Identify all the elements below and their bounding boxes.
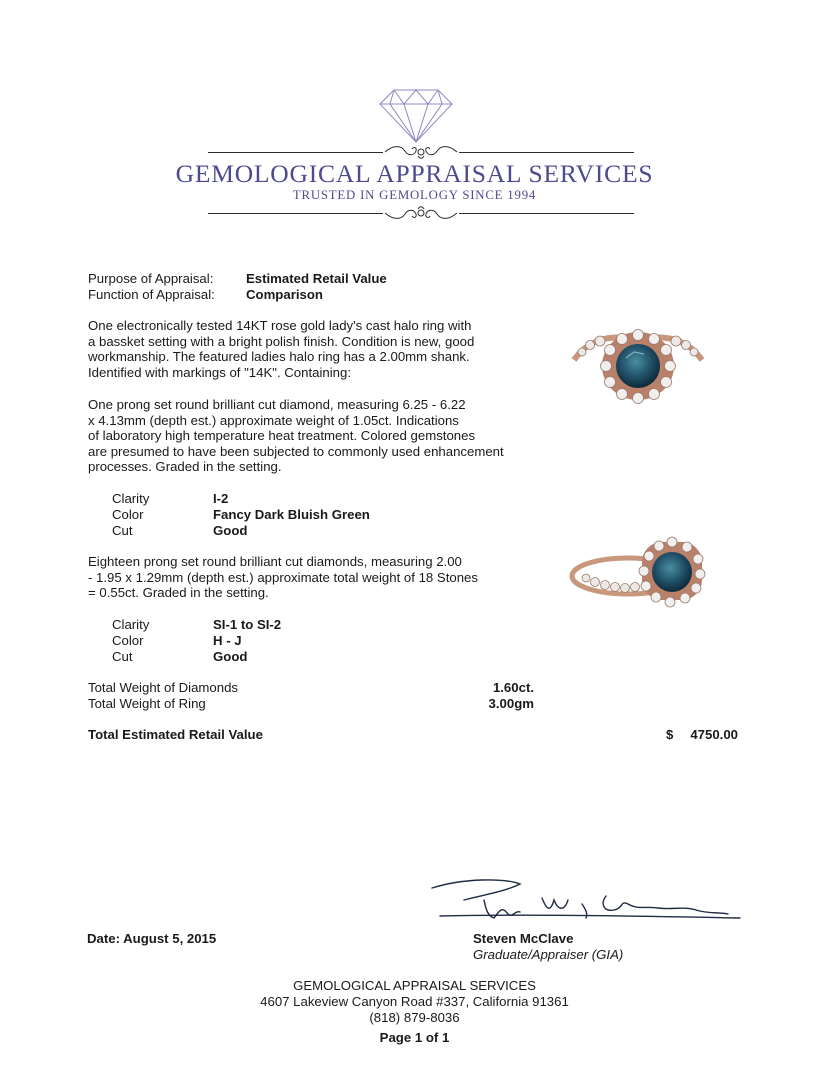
header-rule-top-right <box>459 152 634 153</box>
header-rule-bottom-left <box>208 213 383 214</box>
purpose-label: Purpose of Appraisal: <box>88 271 214 286</box>
grade-value-cut: Good <box>213 523 248 538</box>
brand-name: GEMOLOGICAL APPRAISAL SERVICES <box>175 159 654 188</box>
page-number: Page 1 of 1 <box>379 1030 450 1045</box>
brand-tagline: TRUSTED IN GEMOLOGY SINCE 1994 <box>292 188 537 202</box>
ring-description: One electronically tested 14KT rose gold lady's cast halo ring with a bassket setting with a bright polish finish. Condition is new, good workmanship. The featured ladies halo ring has a 2.00mm shank. Identified with markings of "14K". Containing: <box>88 318 475 380</box>
footer-company: GEMOLOGICAL APPRAISAL SERVICES <box>293 978 536 993</box>
side-grade-value-cut: Good <box>213 649 248 664</box>
grade-value-clarity: I-2 <box>213 491 229 506</box>
ring-photo-top-view <box>568 318 708 415</box>
total-diamonds-value: 1.60ct. <box>492 680 534 695</box>
retail-currency: $ <box>666 727 674 742</box>
total-diamonds-label: Total Weight of Diamonds <box>88 680 239 695</box>
center-stone-description: One prong set round brilliant cut diamond, measuring 6.25 - 6.22 x 4.13mm (depth est.) approximate weight of 1.05ct. Indications of laboratory high temperature heat treatment. Colored gemstones are presumed to have been subjected to commonly used enhancement processes. Graded in the setting. <box>88 397 504 475</box>
side-grade-label-color: Color <box>112 633 144 648</box>
purpose-value: Estimated Retail Value <box>246 271 387 286</box>
retail-value: 4750.00 <box>690 727 738 742</box>
flourish-icon <box>383 205 459 228</box>
grade-label-cut: Cut <box>112 523 133 538</box>
ring-photo-side-view <box>566 530 716 621</box>
function-value: Comparison <box>246 287 323 302</box>
grade-label-color: Color <box>112 507 144 522</box>
function-label: Function of Appraisal: <box>88 287 215 302</box>
side-stones-description: Eighteen prong set round brilliant cut diamonds, measuring 2.00 - 1.95 x 1.29mm (depth est.) approximate total weight of 18 Stones = 0.55ct. Graded in the setting. <box>88 554 478 601</box>
footer-phone: (818) 879-8036 <box>369 1010 460 1025</box>
side-grade-label-cut: Cut <box>112 649 133 664</box>
grade-label-clarity: Clarity <box>112 491 150 506</box>
header-rule-top-left <box>208 152 383 153</box>
appraiser-name: Steven McClave <box>473 931 574 946</box>
total-ring-label: Total Weight of Ring <box>88 696 206 711</box>
side-grade-label-clarity: Clarity <box>112 617 150 632</box>
total-ring-value: 3.00gm <box>488 696 534 711</box>
appraisal-date: Date: August 5, 2015 <box>87 931 217 946</box>
retail-value-label: Total Estimated Retail Value <box>88 727 263 742</box>
appraiser-title: Graduate/Appraiser (GIA) <box>473 947 624 962</box>
side-grade-value-clarity: SI-1 to SI-2 <box>213 617 282 632</box>
footer-address: 4607 Lakeview Canyon Road #337, California 91361 <box>260 994 569 1009</box>
logo-diamond-icon <box>378 88 454 149</box>
header-rule-bottom-right <box>459 213 634 214</box>
side-grade-value-color: H - J <box>213 633 242 648</box>
appraiser-signature <box>424 870 744 941</box>
grade-value-color: Fancy Dark Bluish Green <box>213 507 370 522</box>
